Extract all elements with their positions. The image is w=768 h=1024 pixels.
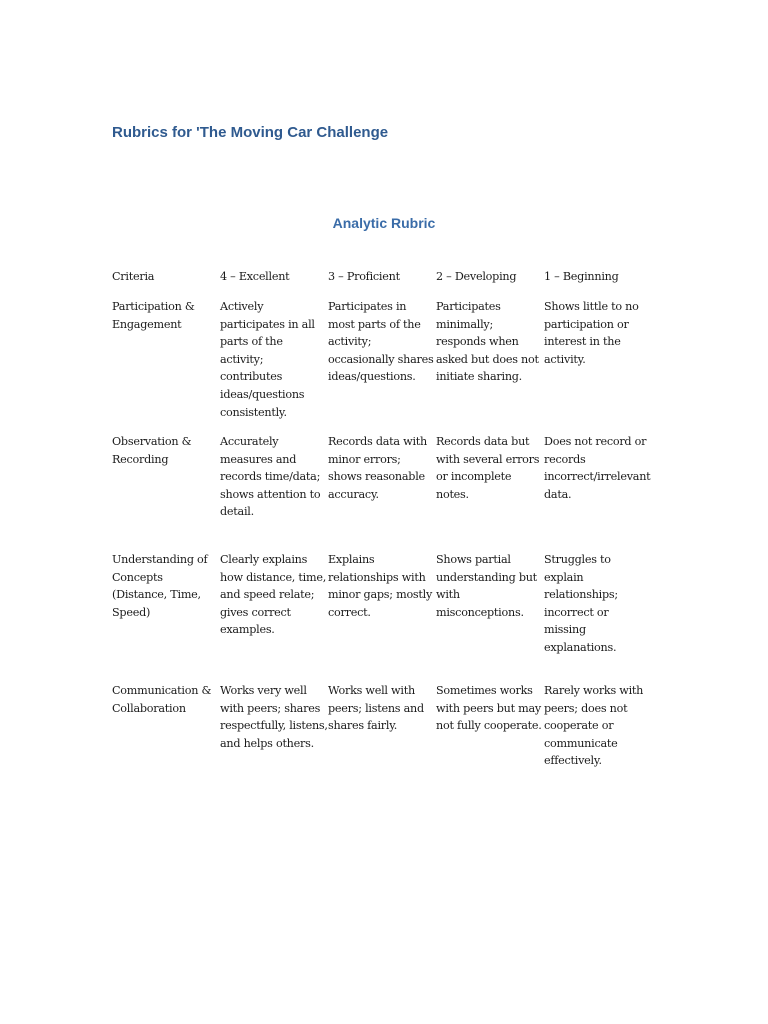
developing-cell: Sometimes works with peers but may not fully cooperate. [436, 684, 542, 733]
header-excellent: 4 – Excellent [220, 270, 290, 283]
proficient-cell: Participates in most parts of the activity; occasionally shares ideas/questions. [328, 300, 434, 384]
beginning-cell: Struggles to explain relationships; incorrect or missing explanations. [544, 553, 618, 654]
proficient-cell: Records data with minor errors; shows reasonable accuracy. [328, 435, 428, 501]
proficient-cell: Works well with peers; listens and shares fairly. [328, 684, 424, 733]
developing-cell: Records data but with several errors or incomplete notes. [436, 435, 540, 501]
criteria-cell: Participation & Engagement [112, 300, 195, 331]
excellent-cell: Accurately measures and records time/data; shows attention to detail. [220, 435, 321, 519]
developing-cell: Participates minimally; responds when asked but does not initiate sharing. [436, 300, 539, 384]
beginning-cell: Rarely works with peers; does not cooperate or communicate effectively. [544, 684, 644, 768]
section-heading: Analytic Rubric [332, 215, 436, 231]
rubric-row-observation [112, 433, 658, 551]
beginning-cell: Shows little to no participation or interest in the activity. [544, 300, 639, 366]
rubric-row-participation [112, 298, 658, 433]
criteria-cell: Understanding of Concepts (Distance, Time, Speed) [112, 553, 208, 619]
header-criteria: Criteria [112, 270, 155, 283]
excellent-cell: Works very well with peers; shares respectfully, listens, and helps others. [220, 684, 328, 750]
rubric-header-row [112, 268, 658, 298]
criteria-cell: Communication & Collaboration [112, 684, 212, 715]
excellent-cell: Clearly explains how distance, time, and speed relate; gives correct examples. [220, 553, 327, 637]
proficient-cell: Explains relationships with minor gaps; mostly correct. [328, 553, 433, 619]
excellent-cell: Actively participates in all parts of the activity; contributes ideas/questions consistently. [220, 300, 315, 419]
beginning-cell: Does not record or records incorrect/irrelevant data. [544, 435, 651, 501]
header-beginning: 1 – Beginning [544, 270, 619, 283]
developing-cell: Shows partial understanding but with misconceptions. [436, 553, 537, 619]
rubric-table [112, 268, 658, 792]
header-developing: 2 – Developing [436, 270, 517, 283]
document-title: Rubrics for 'The Moving Car Challenge [112, 124, 389, 141]
criteria-cell: Observation & Recording [112, 435, 192, 466]
header-proficient: 3 – Proficient [328, 270, 400, 283]
rubric-row-communication [112, 682, 658, 792]
rubric-row-understanding [112, 551, 658, 682]
